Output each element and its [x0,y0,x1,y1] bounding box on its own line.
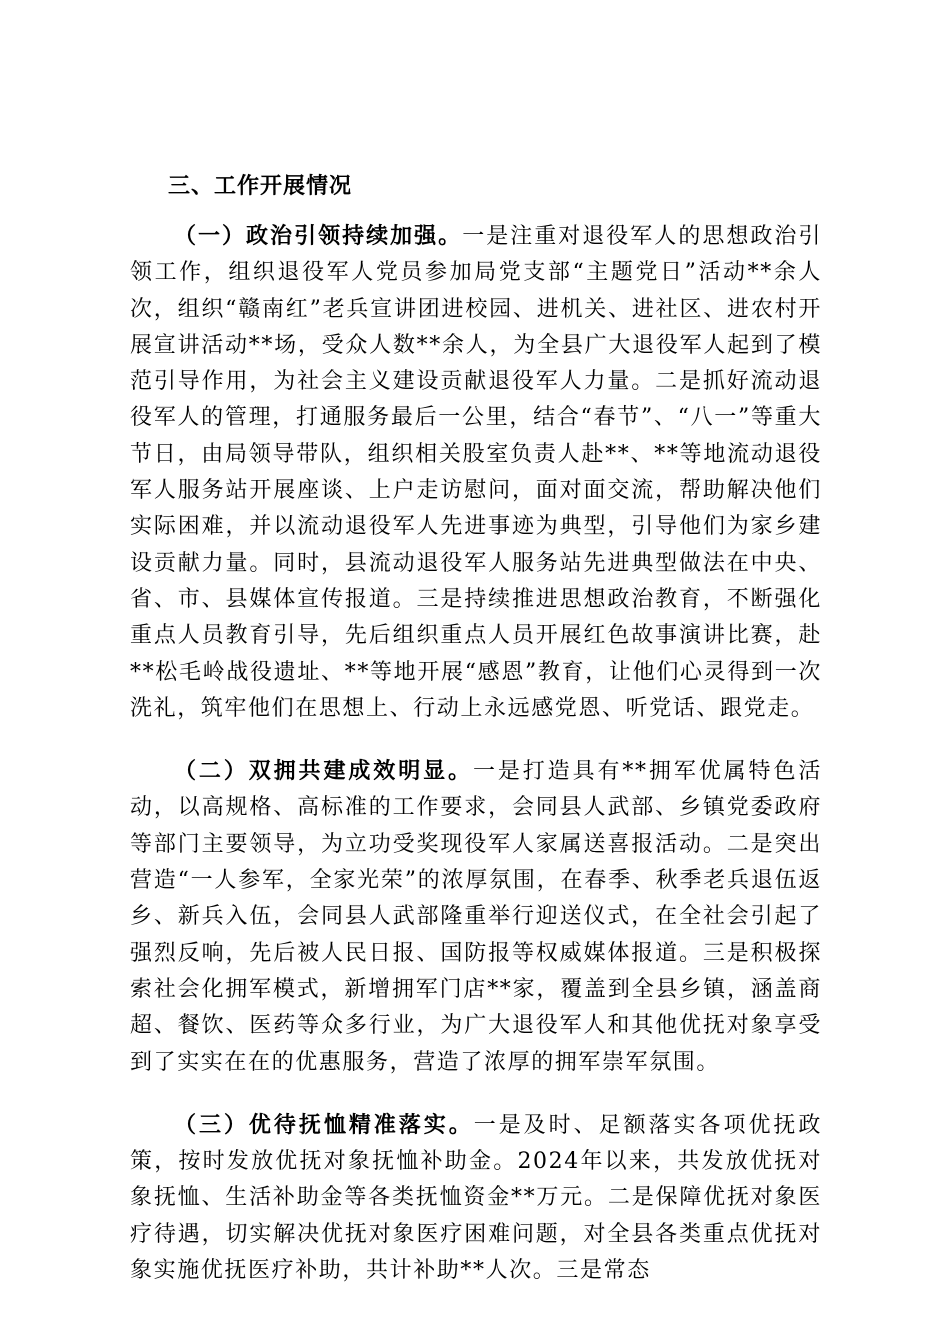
paragraph-lead: （一）政治引领持续加强。 [174,223,463,249]
paragraph-body: 一是打造具有**拥军优属特色活动，以高规格、高标准的工作要求，会同县人武部、乡镇党委政府等部门主要领导，为立功受奖现役军人家属送喜报活动。二是突出营造“一人参军，全家光荣”的浓厚氛围，在春季、秋季老兵退伍返乡、新兵入伍，会同县人武部隆重举行迎送仪式，在全社会引起了强烈反响，先后被人民日报、国防报等权威媒体报道。三是积极探索社会化拥军模式，新增拥军门店**家，覆盖到全县乡镇，涵盖商超、餐饮、医药等众多行业，为广大退役军人和其他优抚对象享受到了实实在在的优惠服务，营造了浓厚的拥军崇军氛围。 [130,759,822,1075]
paragraph-preferential-treatment [130,1107,822,1289]
paragraph-double-support [130,753,822,1081]
paragraph-body: 一是注重对退役军人的思想政治引领工作，组织退役军人党员参加局党支部“主题党日”活动**余人次，组织“赣南红”老兵宣讲团进校园、进机关、进社区、进农村开展宣讲活动**场，受众人数**余人，为全县广大退役军人起到了模范引导作用，为社会主义建设贡献退役军人力量。二是抓好流动退役军人的管理，打通服务最后一公里，结合“春节”、“八一”等重大节日，由局领导带队，组织相关股室负责人赴**、**等地流动退役军人服务站开展座谈、上户走访慰问，面对面交流，帮助解决他们实际困难，并以流动退役军人先进事迹为典型，引导他们为家乡建设贡献力量。同时，县流动退役军人服务站先进典型做法在中央、省、市、县媒体宣传报道。三是持续推进思想政治教育，不断强化重点人员教育引导，先后组织重点人员开展红色故事演讲比赛，赴**松毛岭战役遗址、**等地开展“感恩”教育，让他们心灵得到一次洗礼，筑牢他们在思想上、行动上永远感党恩、听党话、跟党走。 [130,224,822,721]
paragraph-lead: （二）双拥共建成效明显。 [174,758,473,785]
paragraph-political-guidance [130,218,822,727]
paragraph-body: 一是及时、足额落实各项优抚政策，按时发放优抚对象抚恤补助金。2024年以来，共发放优抚对象抚恤、生活补助金等各类抚恤资金**万元。二是保障优抚对象医疗待遇，切实解决优抚对象医疗困难问题，对全县各类重点优抚对象实施优抚医疗补助，共计补助**人次。三是常态 [130,1112,823,1284]
document-body [130,168,822,1315]
section-heading: 三、工作开展情况 [168,173,353,199]
paragraph-lead: （三）优待抚恤精准落实。 [174,1111,474,1138]
